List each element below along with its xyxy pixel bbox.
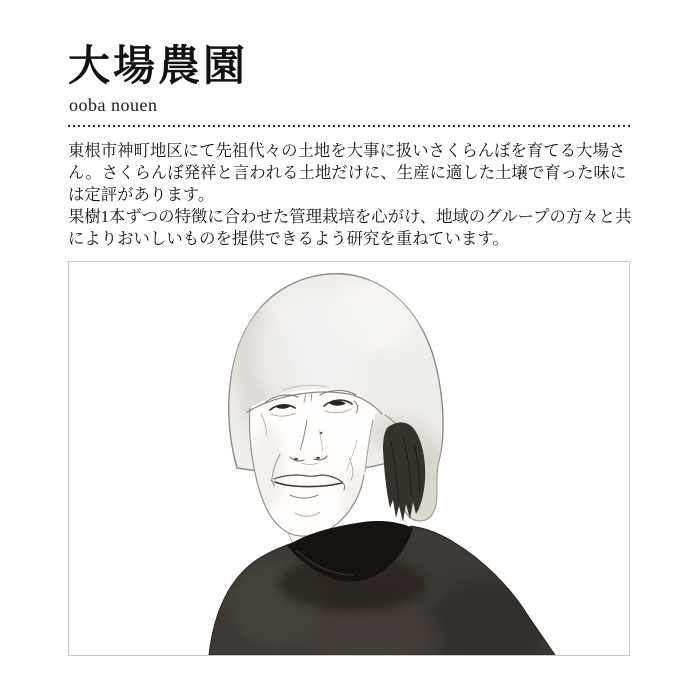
dotted-divider — [68, 125, 630, 127]
page-title: 大場農園 — [68, 44, 249, 90]
portrait-frame — [68, 261, 630, 656]
page-subtitle: ooba nouen — [69, 95, 158, 116]
portrait-illustration — [69, 262, 629, 655]
profile-description — [68, 140, 633, 250]
description-paragraph: 東根市神町地区にて先祖代々の土地を大事に扱いさくらんぼを育てる大場さん。さくらんぼ発祥と言われる土地だけに、生産に適した土壌で育った味には定評があります。 — [68, 141, 627, 205]
description-paragraph: 果樹1本ずつの特徴に合わせた管理栽培を心がけ、地域のグループの方々と共によりおいしいものを提供できるよう研究を重ねています。 — [68, 207, 632, 249]
